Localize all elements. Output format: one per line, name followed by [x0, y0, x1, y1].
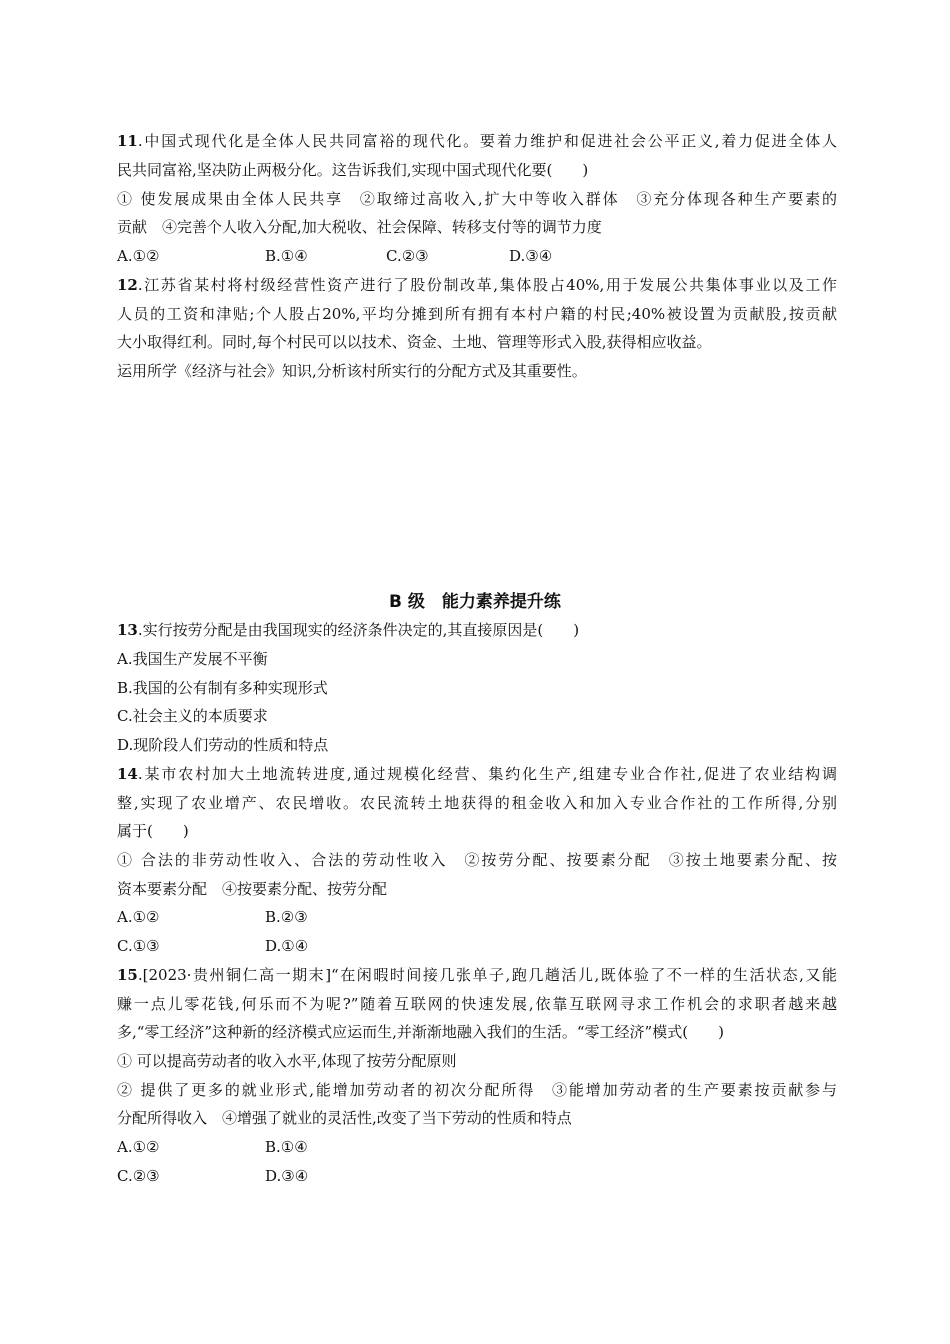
q13-option-a[interactable]: A.我国生产发展不平衡 [117, 650, 268, 668]
q12-number: 12 [117, 276, 138, 294]
q11-line-2: 民共同富裕,坚决防止两极分化。这告诉我们,实现中国式现代化要( ) [117, 161, 589, 179]
q15-line-1 [117, 965, 837, 985]
q13-option-b[interactable]: B.我国的公有制有多种实现形式 [117, 679, 328, 697]
q14-line-4: ① 合法的非劳动性收入、合法的劳动性收入 ②按劳分配、按要素分配 ③按土地要素分配、按 [117, 851, 837, 869]
q14-line-2: 整,实现了农业增产、农民增收。农民流转土地获得的租金收入和加入专业合作社的工作所得,分别 [117, 794, 837, 812]
q11-line-3: ① 使发展成果由全体人民共享 ②取缔过高收入,扩大中等收入群体 ③充分体现各种生产要素的 [117, 190, 837, 208]
q14-stem-text: .某市农村加大土地流转进度,通过规模化经营、集约化生产,组建专业合作社,促进了农业结构调 [137, 765, 837, 783]
q14-option-d[interactable]: D.①④ [265, 937, 309, 955]
q12-stem-text: .江苏省某村将村级经营性资产进行了股份制改革,集体股占40%,用于发展公共集体事业以及工作 [137, 276, 837, 294]
q11-line-4: 贡献 ④完善个人收入分配,加大税收、社会保障、转移支付等的调节力度 [117, 218, 602, 236]
q11-option-a[interactable]: A.①② [117, 247, 160, 265]
q13-option-d[interactable]: D.现阶段人们劳动的性质和特点 [117, 736, 329, 754]
q14-option-c[interactable]: C.①③ [117, 937, 160, 955]
q15-stem-text: .[2023·贵州铜仁高一期末]“在闲暇时间接几张单子,跑几趟活儿,既体验了不一样的生活状态,又能 [137, 966, 837, 984]
q13-option-c[interactable]: C.社会主义的本质要求 [117, 707, 268, 725]
q15-line-5: ② 提供了更多的就业形式,能增加劳动者的初次分配所得 ③能增加劳动者的生产要素按贡献参与 [117, 1081, 837, 1099]
q12-line-3: 大小取得红利。同时,每个村民可以以技术、资金、土地、管理等形式入股,获得相应收益。 [117, 333, 712, 351]
q11-stem-text: .中国式现代化是全体人民共同富裕的现代化。要着力维护和促进社会公平正义,着力促进全体人 [137, 132, 837, 150]
q11-option-c[interactable]: C.②③ [386, 247, 429, 265]
q14-option-a[interactable]: A.①② [117, 908, 160, 926]
q15-line-3: 多,“零工经济”这种新的经济模式应运而生,并渐渐地融入我们的生活。“零工经济”模式( ) [117, 1023, 724, 1041]
q15-line-4: ① 可以提高劳动者的收入水平,体现了按劳分配原则 [117, 1052, 457, 1070]
q11-option-b[interactable]: B.①④ [265, 247, 308, 265]
section-b-heading: B 级 能力素养提升练 [389, 592, 561, 612]
q14-line-3: 属于( ) [117, 822, 189, 840]
q13-stem-text: .实行按劳分配是由我国现实的经济条件决定的,其直接原因是( ) [137, 621, 580, 639]
q15-option-b[interactable]: B.①④ [265, 1138, 308, 1156]
q14-line-1 [117, 764, 837, 784]
q13-number: 13 [117, 621, 138, 639]
q15-option-a[interactable]: A.①② [117, 1138, 160, 1156]
q12-line-4: 运用所学《经济与社会》知识,分析该村所实行的分配方式及其重要性。 [117, 362, 587, 380]
q15-number: 15 [117, 966, 138, 984]
q15-option-d[interactable]: D.③④ [265, 1167, 309, 1185]
q12-answer-space[interactable] [117, 390, 837, 580]
q13-line-1 [117, 620, 837, 640]
q15-line-6: 分配所得收入 ④增强了就业的灵活性,改变了当下劳动的性质和特点 [117, 1109, 572, 1127]
q12-line-1 [117, 275, 837, 295]
q12-line-2: 人员的工资和津贴;个人股占20%,平均分摊到所有拥有本村户籍的村民;40%被设置为贡献股,按贡献 [117, 305, 837, 323]
q11-line-1 [117, 131, 837, 151]
q15-line-2: 赚一点儿零花钱,何乐而不为呢?”随着互联网的快速发展,依靠互联网寻求工作机会的求职者越来越 [117, 995, 837, 1013]
q11-number: 11 [117, 132, 138, 150]
q14-option-b[interactable]: B.②③ [265, 908, 308, 926]
q14-line-5: 资本要素分配 ④按要素分配、按劳分配 [117, 880, 388, 898]
q15-option-c[interactable]: C.②③ [117, 1167, 160, 1185]
q14-number: 14 [117, 765, 138, 783]
q11-option-d[interactable]: D.③④ [509, 247, 553, 265]
